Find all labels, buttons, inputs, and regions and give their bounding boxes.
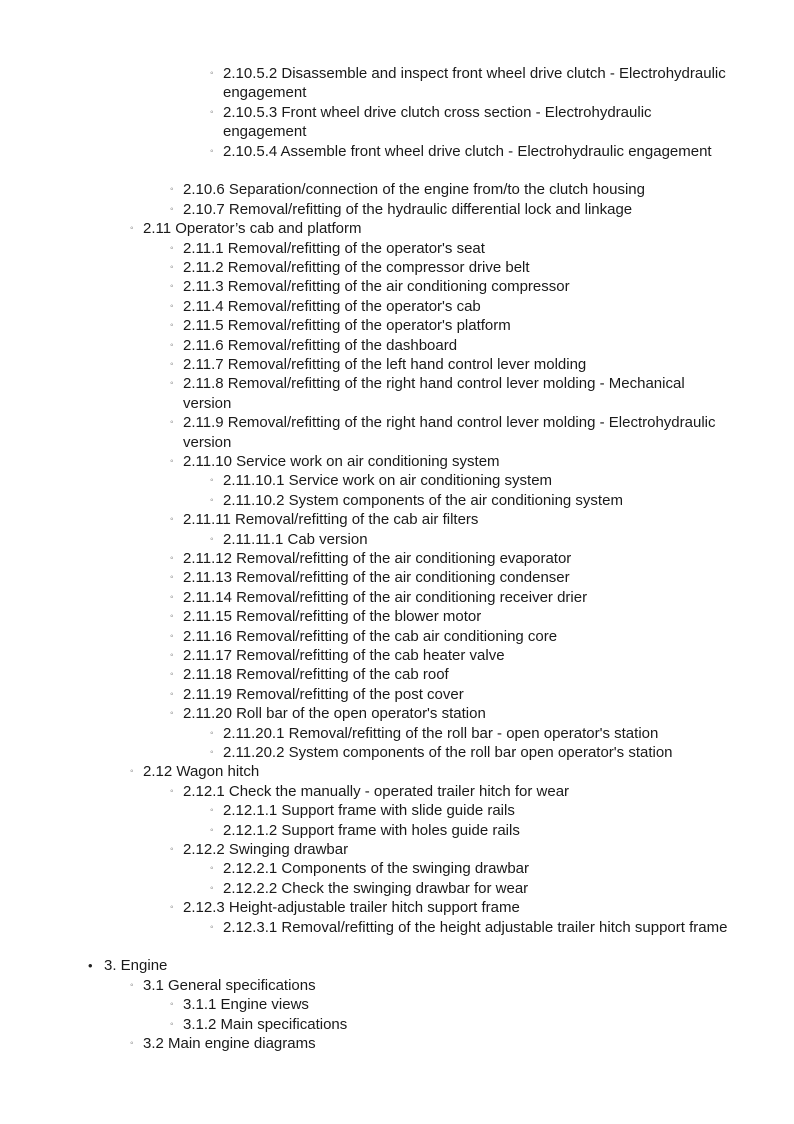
toc-entry-label: 2.11.6 Removal/refitting of the dashboard [183,336,458,354]
toc-entry-label: 2.11.8 Removal/refitting of the right hand control lever molding - Mechanical version [183,375,685,412]
bullet-circle-icon: ◦ [210,824,214,836]
toc-entry-label: 2.11.9 Removal/refitting of the right hand control lever molding - Electrohydraulic version [183,414,716,451]
bullet-circle-icon: ◦ [170,417,174,429]
bullet-circle-icon: ◦ [170,242,174,254]
bullet-circle-icon: ◦ [210,863,214,875]
bullet-circle-icon: ◦ [170,456,174,467]
toc-entry-label: 3.1 General specifications [143,976,316,994]
bullet-circle-icon: ◦ [170,708,174,720]
bullet-circle-icon: ◦ [210,805,214,817]
toc-entry[interactable] [170,180,728,199]
toc-entry[interactable] [170,316,728,335]
toc-entry-label: 2.11.11.1 Cab version [223,530,368,548]
toc-entry-label: 2.11.19 Removal/refitting of the post cover [183,685,464,703]
toc-entry[interactable] [170,704,728,723]
bullet-circle-icon: ◦ [170,999,174,1011]
bullet-circle-icon: ◦ [210,727,214,739]
bullet-disc-icon: • [88,958,93,974]
toc-entry-label: 2.11.20 Roll bar of the open operator's station [183,705,486,723]
toc-entry-label: 2.11.2 Removal/refitting of the compressor drive belt [183,259,530,276]
toc-entry-label: 2.12.3.1 Removal/refitting of the height adjustable trailer hitch support frame [223,918,728,936]
toc-entry-label: 3.2 Main engine diagrams [143,1035,316,1052]
toc-entry[interactable] [130,976,728,995]
toc-entry[interactable] [170,898,728,917]
bullet-circle-icon: ◦ [170,184,174,196]
toc-entry-label: 2.11.20.1 Removal/refitting of the roll bar - open operator's station [223,724,659,742]
bullet-circle-icon: ◦ [170,1018,174,1030]
toc-entry[interactable] [210,530,728,549]
toc-entry[interactable] [170,297,728,316]
toc-entry-label: 2.11.14 Removal/refitting of the air conditioning receiver drier [183,588,588,606]
toc-entry-label: 2.11.17 Removal/refitting of the cab heater valve [183,647,505,664]
bullet-circle-icon: ◦ [170,844,174,855]
bullet-circle-icon: ◦ [170,902,174,914]
toc-entry[interactable] [210,142,728,161]
toc-entry-label: 2.12.2.1 Components of the swinging drawbar [223,860,530,878]
bullet-circle-icon: ◦ [170,378,174,390]
bullet-circle-icon: ◦ [170,669,174,681]
toc-entry[interactable] [130,1034,728,1053]
toc-chapter[interactable] [88,956,728,975]
toc-entry[interactable] [170,627,728,646]
bullet-circle-icon: ◦ [170,630,174,642]
toc-entry-label: 2.11.11 Removal/refitting of the cab air filters [183,511,479,529]
toc-entry[interactable] [170,413,728,452]
toc-entry[interactable] [170,200,728,219]
bullet-circle-icon: ◦ [170,281,174,293]
toc-entry[interactable] [170,510,728,529]
bullet-circle-icon: ◦ [170,553,174,564]
bullet-circle-icon: ◦ [210,475,214,487]
toc-entry[interactable] [210,879,728,898]
toc-entry[interactable] [170,336,728,355]
toc-entry[interactable] [210,821,728,840]
toc-entry[interactable] [210,743,728,762]
toc-entry[interactable] [170,239,728,258]
toc-entry-label: 2.11 Operator’s cab and platform [143,220,362,238]
toc-entry[interactable] [170,646,728,665]
toc-entry-label: 2.12.1.2 Support frame with holes guide rails [223,821,520,839]
toc-entry-label: 2.11.10 Service work on air conditioning system [183,453,500,470]
toc-entry-label: 3.1.2 Main specifications [183,1015,348,1033]
bullet-circle-icon: ◦ [170,514,174,526]
toc-entry-label: 2.11.15 Removal/refitting of the blower motor [183,608,482,626]
toc-entry-label: 2.10.6 Separation/connection of the engine from/to the clutch housing [183,181,645,199]
toc-entry-label: 2.10.5.4 Assemble front wheel drive clutch - Electrohydraulic engagement [223,142,712,160]
toc-entry-label: 2.12.2.2 Check the swinging drawbar for wear [223,879,529,897]
toc-entry-label: 2.11.3 Removal/refitting of the air conditioning compressor [183,278,570,296]
toc-entry[interactable] [170,549,728,568]
toc-entry-label: 2.11.1 Removal/refitting of the operator's seat [183,239,485,257]
bullet-circle-icon: ◦ [170,688,174,700]
bullet-circle-icon: ◦ [210,68,214,79]
bullet-circle-icon: ◦ [170,572,174,584]
bullet-circle-icon: ◦ [210,106,214,118]
toc-entry[interactable] [170,355,728,374]
toc-entry-label: 2.11.13 Removal/refitting of the air conditioning condenser [183,569,570,587]
toc-entry[interactable] [210,103,728,142]
toc-entry[interactable] [170,277,728,296]
bullet-circle-icon: ◦ [130,979,134,991]
toc-entry[interactable] [170,258,728,277]
bullet-circle-icon: ◦ [210,882,214,894]
toc-entry[interactable] [170,374,728,413]
bullet-circle-icon: ◦ [170,203,174,215]
toc-entry-label: 2.11.4 Removal/refitting of the operator's cab [183,297,481,315]
toc-entry-label: 2.11.5 Removal/refitting of the operator's platform [183,317,511,335]
toc-entry-label: 2.11.10.2 System components of the air conditioning system [223,491,623,509]
toc-entry[interactable] [210,491,728,510]
bullet-circle-icon: ◦ [130,223,134,235]
toc-entry[interactable] [170,665,728,684]
bullet-circle-icon: ◦ [210,533,214,545]
toc-entry[interactable] [170,782,728,801]
bullet-circle-icon: ◦ [170,611,174,623]
toc-entry[interactable] [170,1015,728,1034]
bullet-circle-icon: ◦ [130,766,134,778]
bullet-circle-icon: ◦ [130,1038,134,1049]
toc-entry[interactable] [210,859,728,878]
bullet-circle-icon: ◦ [170,591,174,603]
bullet-circle-icon: ◦ [170,359,174,370]
toc-entry[interactable] [210,801,728,820]
toc-entry-label: 2.12.3 Height-adjustable trailer hitch support frame [183,899,520,917]
toc-entry[interactable] [170,840,728,859]
bullet-circle-icon: ◦ [210,494,214,506]
toc-entry-label: 2.11.20.2 System components of the roll bar open operator's station [223,744,673,761]
bullet-circle-icon: ◦ [170,320,174,332]
bullet-circle-icon: ◦ [170,300,174,312]
toc-entry-label: 3.1.1 Engine views [183,996,309,1014]
bullet-circle-icon: ◦ [170,262,174,273]
toc-entry-label: 2.11.7 Removal/refitting of the left hand control lever molding [183,356,587,373]
toc-entry[interactable] [130,762,728,781]
toc-entry-label: 2.12.1 Check the manually - operated trailer hitch for wear [183,782,570,800]
toc-entry[interactable] [170,995,728,1014]
toc-entry-label: 2.12.1.1 Support frame with slide guide rails [223,802,515,820]
bullet-circle-icon: ◦ [210,747,214,758]
toc-entry-label: 2.12 Wagon hitch [143,763,260,781]
toc-entry-label: 2.11.10.1 Service work on air conditioning system [223,472,553,490]
toc-entry-label: 2.11.12 Removal/refitting of the air conditioning evaporator [183,550,572,567]
toc-entry-label: 2.10.5.3 Front wheel drive clutch cross section - Electrohydraulic engagement [223,103,652,141]
toc-entry-label: 2.12.2 Swinging drawbar [183,841,349,858]
toc-entry[interactable] [130,219,728,238]
bullet-circle-icon: ◦ [210,145,214,157]
toc-entry-label: 2.11.16 Removal/refitting of the cab air conditioning core [183,627,558,645]
toc-entry[interactable] [170,452,728,471]
toc-entry[interactable] [210,471,728,490]
bullet-circle-icon: ◦ [170,785,174,797]
toc-entry[interactable] [170,685,728,704]
toc-entry[interactable] [170,568,728,587]
toc-entry-label: 2.11.18 Removal/refitting of the cab roof [183,666,449,684]
toc-entry-label: 2.10.5.2 Disassemble and inspect front wheel drive clutch - Electrohydraulic engagement [223,65,726,102]
bullet-circle-icon: ◦ [210,921,214,933]
toc-entry-label: 3. Engine [104,957,168,975]
toc-entry[interactable] [210,64,728,103]
toc-entry[interactable] [170,588,728,607]
toc-entry[interactable] [210,918,728,937]
bullet-circle-icon: ◦ [170,339,174,351]
bullet-circle-icon: ◦ [170,650,174,661]
toc-entry-label: 2.10.7 Removal/refitting of the hydraulic differential lock and linkage [183,200,633,218]
toc-entry[interactable] [170,607,728,626]
toc-entry[interactable] [210,724,728,743]
